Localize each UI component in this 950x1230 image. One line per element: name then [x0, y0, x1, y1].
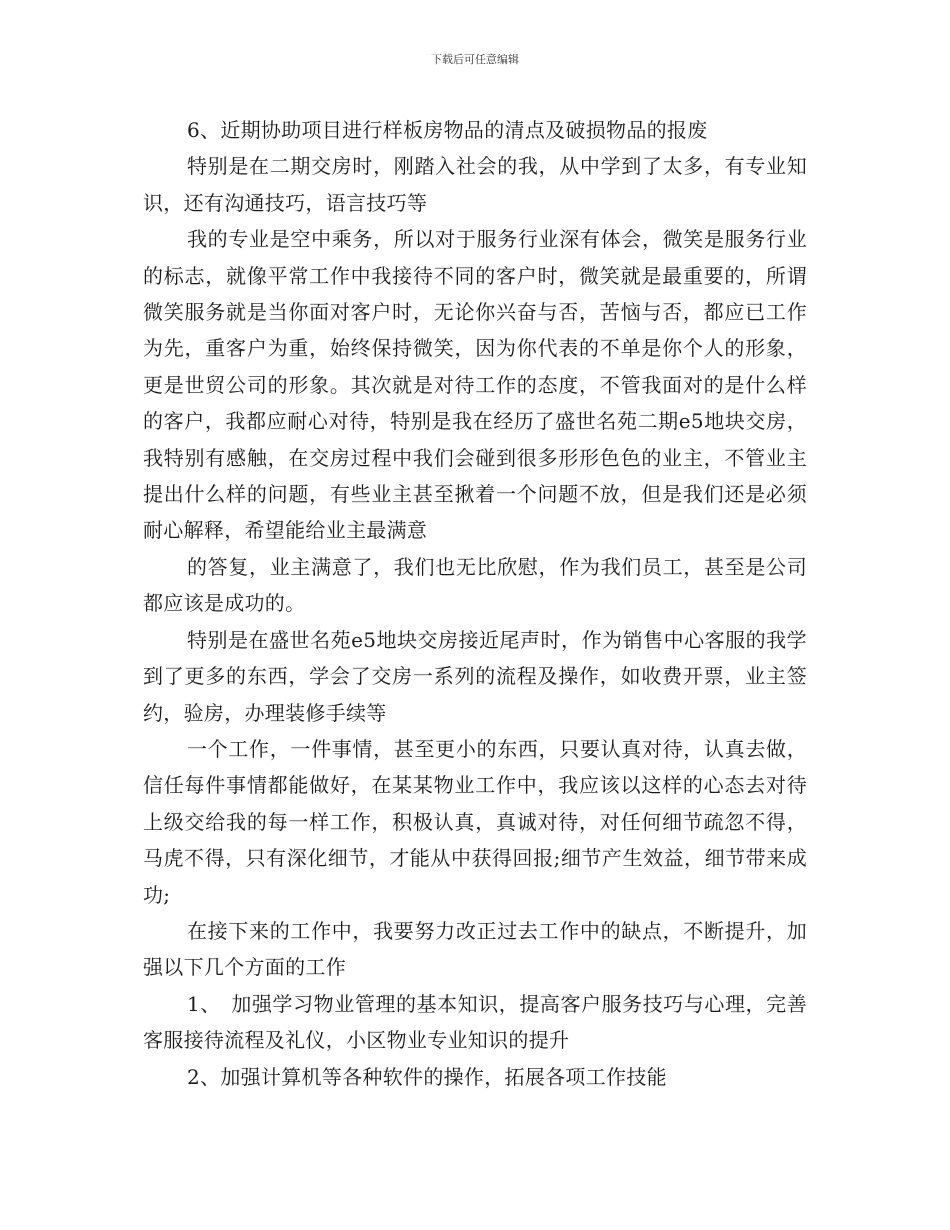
paragraph-1: 6、近期协助项目进行样板房物品的清点及破损物品的报废: [187, 118, 708, 142]
document-body: [143, 112, 807, 1095]
paragraph-2: 特别是在二期交房时，刚踏入社会的我，从中学到了太多，有专业知识，还有沟通技巧，语言技巧等: [143, 154, 807, 215]
paragraph-4: 的答复，业主满意了，我们也无比欣慰，作为我们员工，甚至是公司都应该是成功的。: [143, 554, 807, 616]
paragraph-9: 2、加强计算机等各种软件的操作，拓展各项工作技能: [187, 1064, 667, 1089]
paragraph-3: 我的专业是空中乘务，所以对于服务行业深有体会，微笑是服务行业的标志，就像平常工作中我接待不同的客户时，微笑就是最重要的，所谓微笑服务就是当你面对客户时，无论你兴奋与否，苦恼与否，都应已工作为先，重客户为重，始终保持微笑，因为你代表的不单是你个人的形象，更是世贸公司的形象。其次就是对待工作的态度，不管我面对的是什么样的客户，我都应耐心对待，特别是我在经历了盛世名苑二期e5地块交房，我特别有感触，在交房过程中我们会碰到很多形形色色的业主，不管业主提出什么样的问题，有些业主甚至揪着一个问题不放，但是我们还是必须耐心解释，希望能给业主最满意: [143, 227, 807, 543]
paragraph-8: 1、 加强学习物业管理的基本知识，提高客户服务技巧与心理，完善客服接待流程及礼仪，小区物业专业知识的提升: [143, 991, 807, 1053]
paragraph-5: 特别是在盛世名苑e5地块交房接近尾声时，作为销售中心客服的我学到了更多的东西，学会了交房一系列的流程及操作，如收费开票，业主签约，验房，办理装修手续等: [143, 627, 807, 725]
page-header: 下载后可任意编辑: [431, 53, 519, 66]
paragraph-7: 在接下来的工作中，我要努力改正过去工作中的缺点，不断提升，加强以下几个方面的工作: [143, 918, 807, 980]
paragraph-6: 一个工作，一件事情，甚至更小的东西，只要认真对待，认真去做，信任每件事情都能做好，在某某物业工作中，我应该以这样的心态去对待上级交给我的每一样工作，积极认真，真诚对待，对任何细节疏忽不得，马虎不得，只有深化细节，才能从中获得回报;细节产生效益，细节带来成功;: [143, 736, 807, 907]
